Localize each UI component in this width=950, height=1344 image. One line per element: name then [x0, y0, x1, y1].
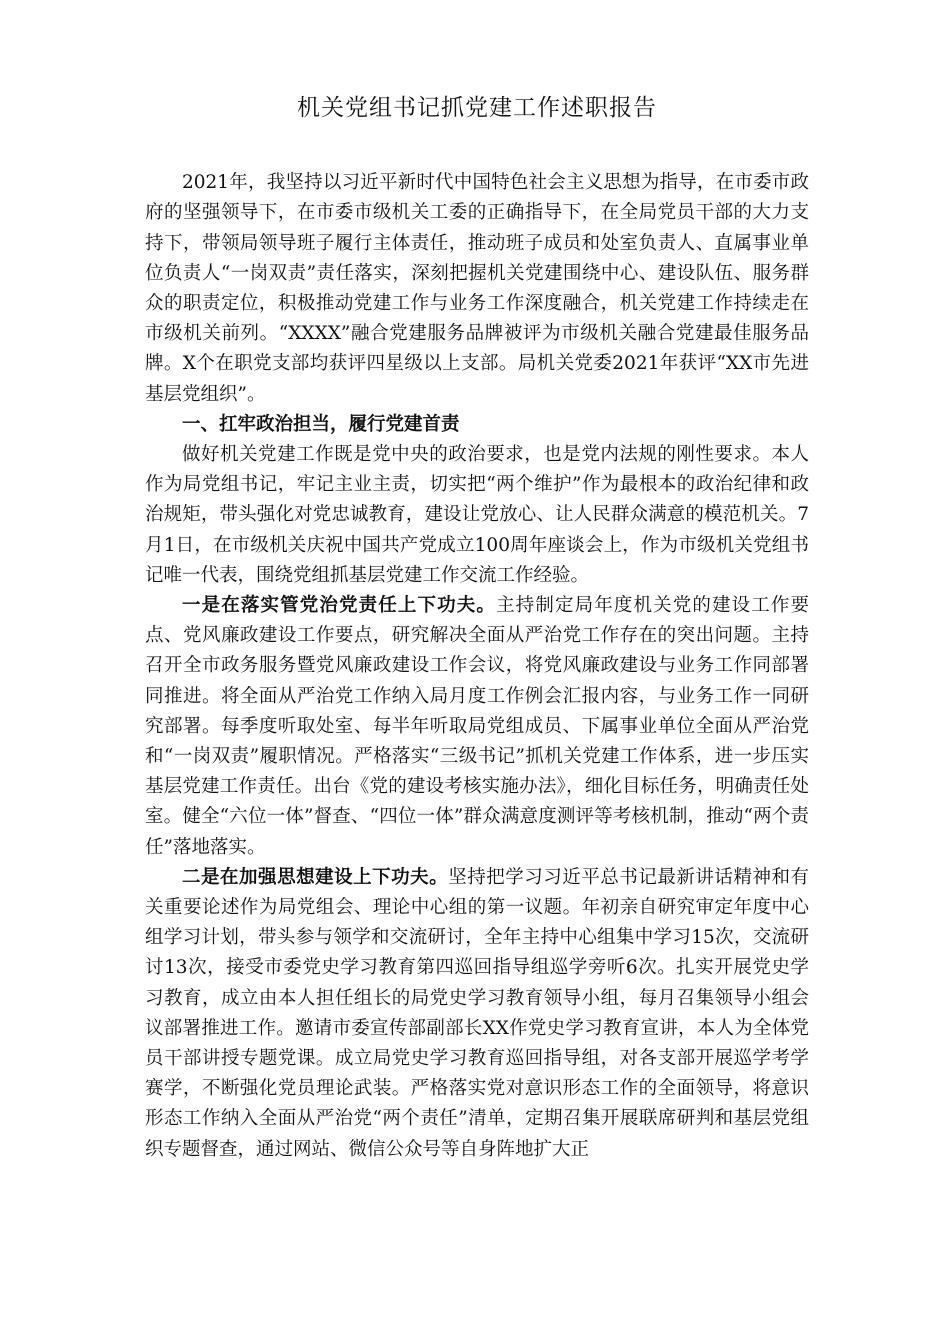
intro-paragraph: 2021年，我坚持以习近平新时代中国特色社会主义思想为指导，在市委市政府的坚强领导下，在市委市级机关工委的正确指导下，在全局党员干部的大力支持下，带领局领导班子履行主体责任，推动班子成员和处室负责人、直属事业单位负责人“一岗双责”责任落实，深刻把握机关党建围绕中心、建设队伍、服务群众的职责定位，积极推动党建工作与业务工作深度融合，机关党建工作持续走在市级机关前列。“XXXX”融合党建服务品牌被评为市级机关融合党建最佳服务品牌。X个在职党支部均获评四星级以上支部。局机关党委2021年获评“XX市先进基层党组织”。 [145, 172, 809, 405]
point-1-body: 主持制定局年度机关党的建设工作要点、党风廉政建设工作要点，研究解决全面从严治党工作存在的突出问题。主持召开全市政务服务暨党风廉政建设工作会议，将党风廉政建设与业务工作同部署同推进。将全面从严治党工作纳入局月度工作例会汇报内容，与业务工作一同研究部署。每季度听取处室、每半年听取局党组成员、下属事业单位全面从严治党和“一岗双责”履职情况。严格落实“三级书记”抓机关党建工作体系，进一步压实基层党建工作责任。出台《党的建设考核实施办法》，细化目标任务，明确责任处室。健全“六位一体”督查、“四位一体”群众满意度测评等考核机制，推动“两个责任”落地落实。 [145, 595, 809, 858]
point-2-lead: 二是在加强思想建设上下功夫。 [182, 866, 449, 888]
point-2-paragraph [145, 863, 809, 1165]
point-1-paragraph [145, 591, 809, 863]
document-title: 机关党组书记抓党建工作述职报告 [297, 95, 657, 121]
section-1-paragraph: 做好机关党建工作既是党中央的政治要求，也是党内法规的刚性要求。本人作为局党组书记，牢记主业主责，切实把“两个维护”作为最根本的政治纪律和政治规矩，带头强化对党忠诚教育，建设让党放心、让人民群众满意的模范机关。7月1日，在市级机关庆祝中国共产党成立100周年座谈会上，作为市级机关党组书记唯一代表，围绕党组抓基层党建工作交流工作经验。 [145, 444, 809, 586]
document-page [145, 92, 809, 1165]
point-1-lead: 一是在落实管党治党责任上下功夫。 [182, 595, 497, 617]
point-2-body: 坚持把学习习近平总书记最新讲话精神和有关重要论述作为局党组会、理论中心组的第一议题。年初亲自研究审定年度中心组学习计划，带头参与领学和交流研讨，全年主持中心组集中学习15次，交流研讨13次，接受市委党史学习教育第四巡回指导组巡学旁听6次。扎实开展党史学习教育，成立由本人担任组长的局党史学习教育领导小组，每月召集领导小组会议部署推进工作。邀请市委宣传部副部长XX作党史学习教育宣讲，本人为全体党员干部讲授专题党课。成立局党史学习教育巡回指导组，对各支部开展巡学考学赛学，不断强化党员理论武装。严格落实党对意识形态工作的全面领导，将意识形态工作纳入全面从严治党“两个责任”清单，定期召集开展联席研判和基层党组织专题督查，通过网站、微信公众号等自身阵地扩大正 [145, 866, 809, 1160]
section-heading-1: 一、扛牢政治担当，履行党建首责 [182, 413, 460, 435]
